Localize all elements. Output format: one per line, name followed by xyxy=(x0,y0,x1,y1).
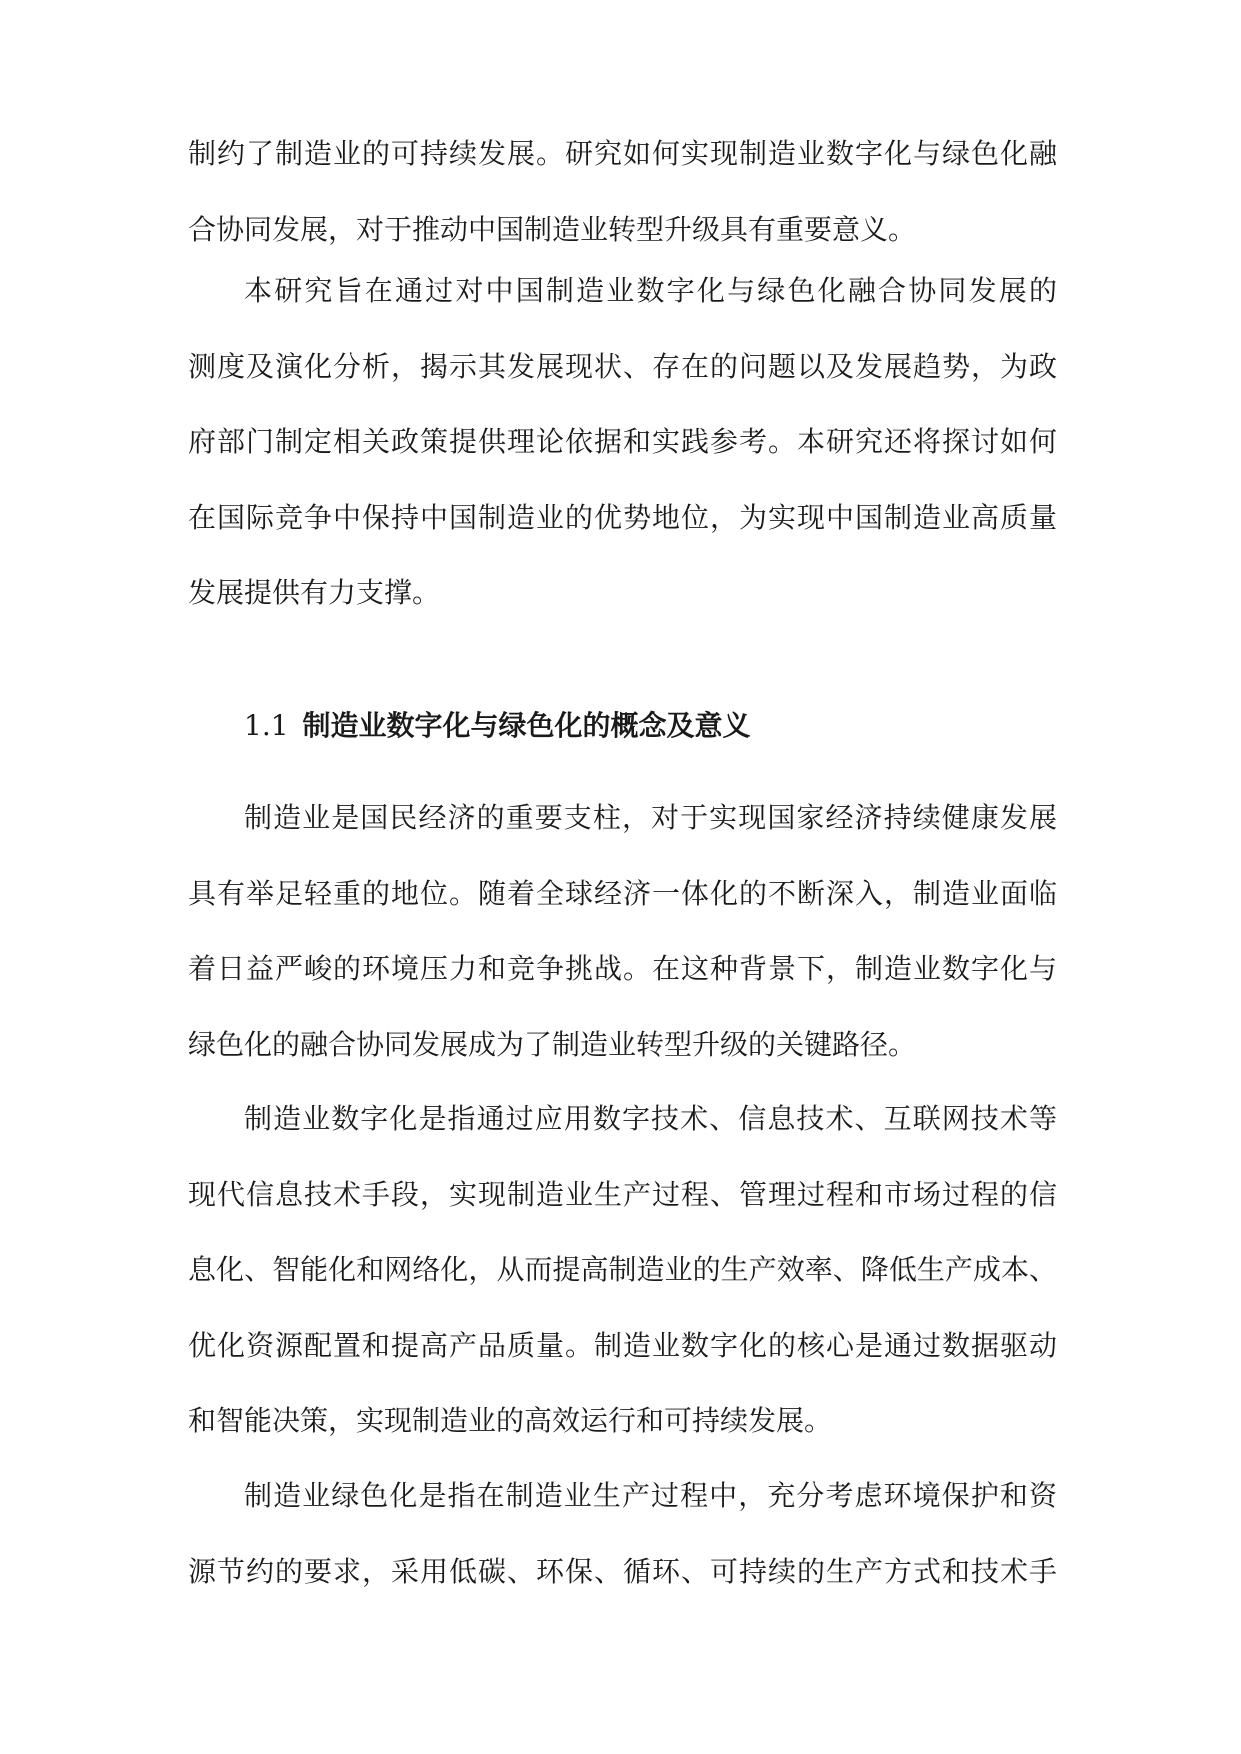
paragraph-4 xyxy=(188,1081,1057,1459)
paragraph-line: 和智能决策，实现制造业的高效运行和可持续发展。 xyxy=(188,1404,833,1437)
paragraph-line: 现代信息技术手段，实现制造业生产过程、管理过程和市场过程的信 xyxy=(188,1177,1057,1211)
paragraph-3 xyxy=(188,780,1057,1082)
paragraph-line: 在国际竞争中保持中国制造业的优势地位，为实现中国制造业高质量 xyxy=(188,500,1057,534)
paragraph-line: 着日益严峻的环境压力和竞争挑战。在这种背景下，制造业数字化与 xyxy=(188,952,1057,985)
paragraph-line: 息化、智能化和网络化，从而提高制造业的生产效率、降低生产成本、 xyxy=(188,1253,1057,1286)
section-heading xyxy=(244,696,751,756)
paragraph-line: 合协同发展，对于推动中国制造业转型升级具有重要意义。 xyxy=(188,212,917,246)
paragraph-line: 制造业绿色化是指在制造业生产过程中，充分考虑环境保护和资 xyxy=(244,1479,1057,1512)
paragraph-line: 优化资源配置和提高产品质量。制造业数字化的核心是通过数据驱动 xyxy=(188,1328,1057,1362)
paragraph-line: 制造业数字化是指通过应用数字技术、信息技术、互联网技术等 xyxy=(244,1102,1057,1135)
paragraph-2 xyxy=(188,253,1057,631)
paragraph-1 xyxy=(188,116,1057,267)
paragraph-line: 测度及演化分析，揭示其发展现状、存在的问题以及发展趋势，为政 xyxy=(188,349,1057,383)
paragraph-line: 具有举足轻重的地位。随着全球经济一体化的不断深入，制造业面临 xyxy=(188,876,1057,910)
paragraph-line: 制造业是国民经济的重要支柱，对于实现国家经济持续健康发展 xyxy=(244,801,1057,834)
paragraph-line: 府部门制定相关政策提供理论依据和实践参考。本研究还将探讨如何 xyxy=(188,425,1057,458)
paragraph-line: 源节约的要求，采用低碳、环保、循环、可持续的生产方式和技术手 xyxy=(188,1554,1057,1588)
paragraph-5 xyxy=(188,1458,1057,1609)
paragraph-line: 绿色化的融合协同发展成为了制造业转型升级的关键路径。 xyxy=(188,1027,917,1061)
paragraph-line: 制约了制造业的可持续发展。研究如何实现制造业数字化与绿色化融 xyxy=(188,137,1057,170)
paragraph-line: 本研究旨在通过对中国制造业数字化与绿色化融合协同发展的 xyxy=(244,274,1057,307)
section-number: 1.1 xyxy=(244,709,289,742)
paragraph-line: 发展提供有力支撑。 xyxy=(188,576,441,609)
section-title: 制造业数字化与绿色化的概念及意义 xyxy=(302,709,751,742)
